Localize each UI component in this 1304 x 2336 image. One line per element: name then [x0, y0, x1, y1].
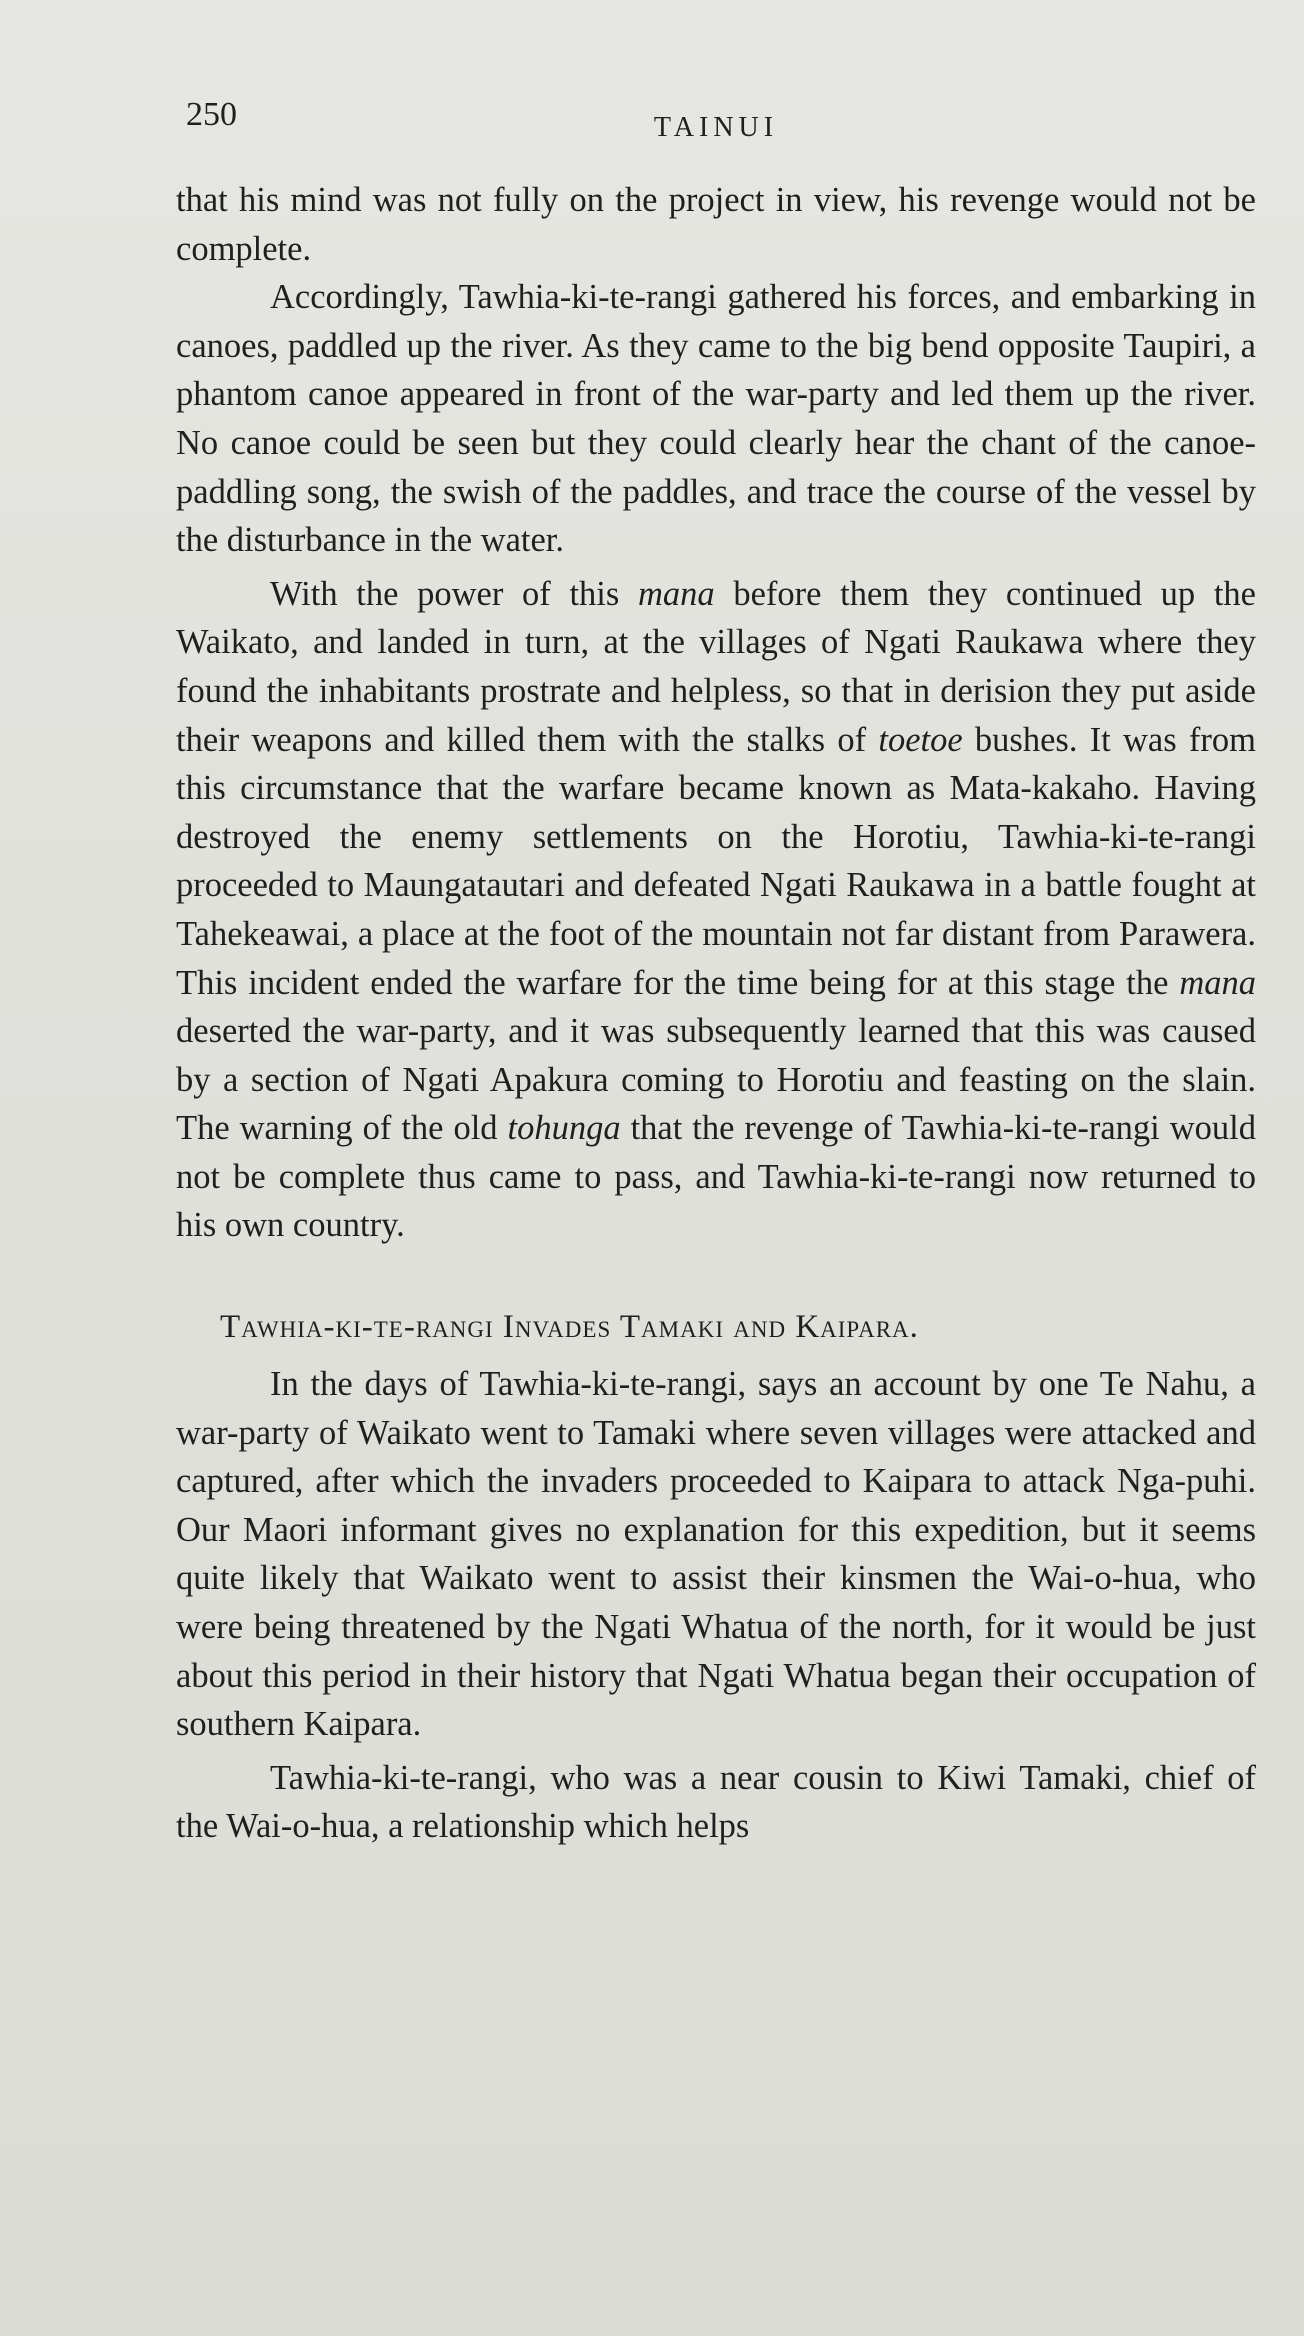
running-header	[176, 96, 1256, 156]
body-text	[176, 176, 1256, 1851]
paragraph-phantom-canoe: Accordingly, Tawhia-ki-te-rangi gathered his forces, and embarking in canoes, paddled up the river. As they came to the big bend opposite Taupiri, a phantom canoe appeared in front of the war-party and led them up the river. No canoe could be seen but they could clearly hear the chant of the canoe-paddling song, the swish of the paddles, and trace the course of the vessel by the disturbance in the water.	[176, 278, 1256, 560]
paragraph-mata-kakaho: With the power of this mana before them they continued up the Waikato, and landed in turn, at the villages of Ngati Raukawa where they found the inhabitants prostrate and helpless, so that in derision they put aside their weapons and killed them with the stalks of toetoe bushes. It was from this circumstance that the warfare became known as Mata-kakaho. Having destroyed the enemy settlements on the Horotiu, Tawhia-ki-te-rangi proceeded to Maungatautari and defeated Ngati Raukawa in a battle fought at Tahekeawai, a place at the foot of the mountain not far distant from Parawera. This incident ended the warfare for the time being for at this stage the mana deserted the war-party, and it was subsequently learned that this was caused by a section of Ngati Apakura coming to Horotiu and feasting on the slain. The warning of the old tohunga that the revenge of Tawhia-ki-te-rangi would not be complete thus came to pass, and Tawhia-ki-te-rangi now returned to his own country.	[176, 574, 1256, 1245]
running-title: TAINUI	[653, 112, 779, 143]
paragraph-te-nahu-account: In the days of Tawhia-ki-te-rangi, says an account by one Te Nahu, a war-party of Waikato went to Tamaki where seven villages were attacked and captured, after which the invaders proceeded to Kaipara to attack Nga-puhi. Our Maori informant gives no explanation for this expedition, but it seems quite likely that Waikato went to assist their kinsmen the Wai-o-hua, who were being threatened by the Ngati Whatua of the north, for it would be just about this period in their history that Ngati Whatua began their occupation of southern Kaipara.	[176, 1365, 1256, 1744]
book-page	[176, 96, 1256, 1851]
page-number: 250	[186, 96, 237, 133]
paragraph-continued: that his mind was not fully on the project in view, his revenge would not be complete.	[176, 181, 1256, 268]
paragraph-kiwi-tamaki: Tawhia-ki-te-rangi, who was a near cousin to Kiwi Tamaki, chief of the Wai-o-hua, a relationship which helps	[176, 1758, 1256, 1846]
section-heading: Tawhia-ki-te-rangi Invades Tamaki and Kaipara.	[220, 1309, 919, 1346]
